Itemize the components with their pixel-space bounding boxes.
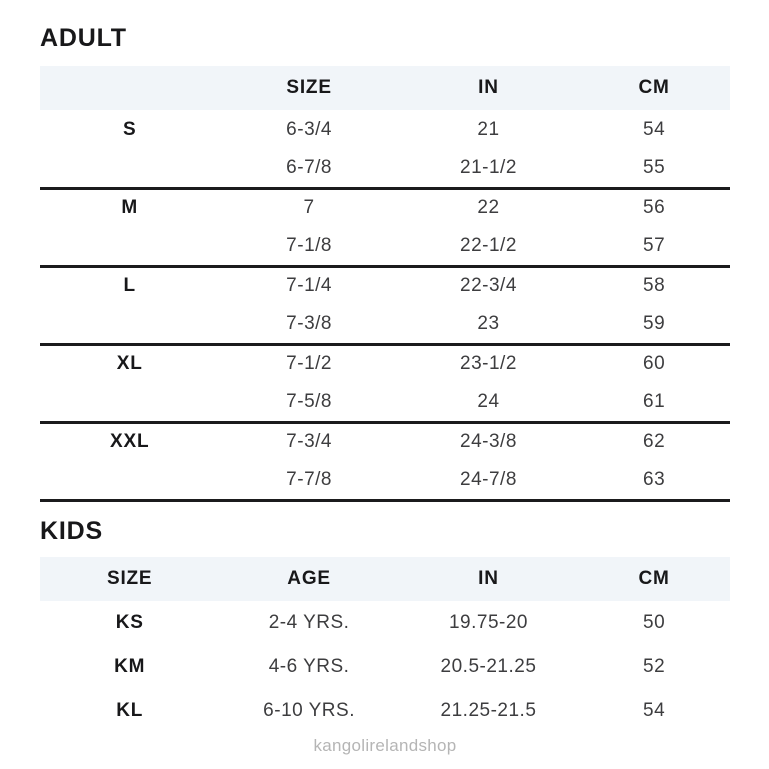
size-label-cell: L [123, 275, 136, 297]
table-cell: 7-7/8 [219, 461, 398, 500]
size-label-cell [40, 227, 219, 266]
table-cell: 56 [643, 197, 666, 219]
table-cell: 6-3/4 [286, 118, 332, 140]
table-cell: 62 [643, 431, 666, 453]
table-cell: 7-3/8 [219, 305, 398, 344]
header-cell-age: AGE [219, 557, 398, 601]
adult-size-table [40, 66, 730, 502]
table-cell: 23-1/2 [460, 353, 517, 375]
table-cell: 21.25-21.5 [440, 699, 537, 721]
table-row [40, 305, 730, 344]
size-label-cell [40, 305, 219, 344]
watermark-text: kangolirelandshop [313, 735, 457, 755]
table-cell: 7-1/4 [286, 275, 332, 297]
kids-section-title: KIDS [40, 516, 103, 545]
table-cell: 6-7/8 [219, 149, 398, 188]
table-cell: 7-1/2 [286, 353, 332, 375]
table-cell: 22 [477, 197, 500, 219]
table-cell: 22-3/4 [460, 275, 517, 297]
table-row [40, 422, 730, 461]
header-cell-cm: CM [578, 66, 730, 110]
table-row [40, 266, 730, 305]
size-label-cell: KM [114, 655, 146, 677]
header-cell-cm: CM [578, 557, 730, 601]
table-cell: 59 [578, 305, 730, 344]
size-label-cell: XL [116, 353, 143, 375]
table-cell: 6-10 YRS. [263, 699, 355, 721]
table-row [40, 383, 730, 422]
table-cell: 7 [303, 197, 315, 219]
table-cell: 23 [399, 305, 578, 344]
size-label-cell [40, 461, 219, 500]
table-cell: 54 [643, 699, 666, 721]
kids-table-header [40, 557, 730, 601]
table-cell: 7-5/8 [219, 383, 398, 422]
size-label-cell [40, 383, 219, 422]
table-cell: 4-6 YRS. [268, 655, 350, 677]
table-cell: 19.75-20 [448, 611, 528, 633]
table-cell: 7-3/4 [286, 431, 332, 453]
size-label-cell [40, 149, 219, 188]
table-row [40, 461, 730, 500]
table-cell: 7-1/8 [219, 227, 398, 266]
table-cell: 60 [643, 353, 666, 375]
size-label-cell: XXL [110, 431, 150, 453]
table-header-row [40, 557, 730, 601]
size-label-cell: KL [116, 699, 144, 721]
table-cell: 24 [399, 383, 578, 422]
table-cell: 24-7/8 [399, 461, 578, 500]
table-row [40, 645, 730, 689]
adult-table-header [40, 66, 730, 110]
table-cell: 20.5-21.25 [440, 655, 537, 677]
table-cell: 61 [578, 383, 730, 422]
table-cell: 50 [643, 611, 666, 633]
table-cell: 54 [643, 118, 666, 140]
table-row [40, 188, 730, 227]
header-cell-empty [40, 66, 219, 110]
table-cell: 24-3/8 [460, 431, 517, 453]
size-label-cell: M [121, 197, 139, 219]
table-row [40, 110, 730, 149]
table-row [40, 149, 730, 188]
table-row [40, 344, 730, 383]
header-cell-in: IN [399, 557, 578, 601]
table-cell: 22-1/2 [399, 227, 578, 266]
table-cell: 55 [578, 149, 730, 188]
size-label-cell: S [122, 118, 137, 140]
table-cell: 63 [578, 461, 730, 500]
adult-section-title: ADULT [40, 24, 127, 52]
table-row [40, 227, 730, 266]
table-cell: 21-1/2 [399, 149, 578, 188]
size-label-cell: KS [115, 611, 144, 633]
header-cell-size: SIZE [219, 66, 398, 110]
table-cell: 58 [643, 275, 666, 297]
header-cell-in: IN [399, 66, 578, 110]
table-row [40, 601, 730, 645]
table-cell: 2-4 YRS. [268, 611, 350, 633]
header-cell-size: SIZE [40, 557, 219, 601]
table-row [40, 689, 730, 733]
table-cell: 52 [643, 655, 666, 677]
kids-size-table [40, 557, 730, 733]
table-cell: 21 [477, 118, 500, 140]
table-header-row [40, 66, 730, 110]
table-cell: 57 [578, 227, 730, 266]
